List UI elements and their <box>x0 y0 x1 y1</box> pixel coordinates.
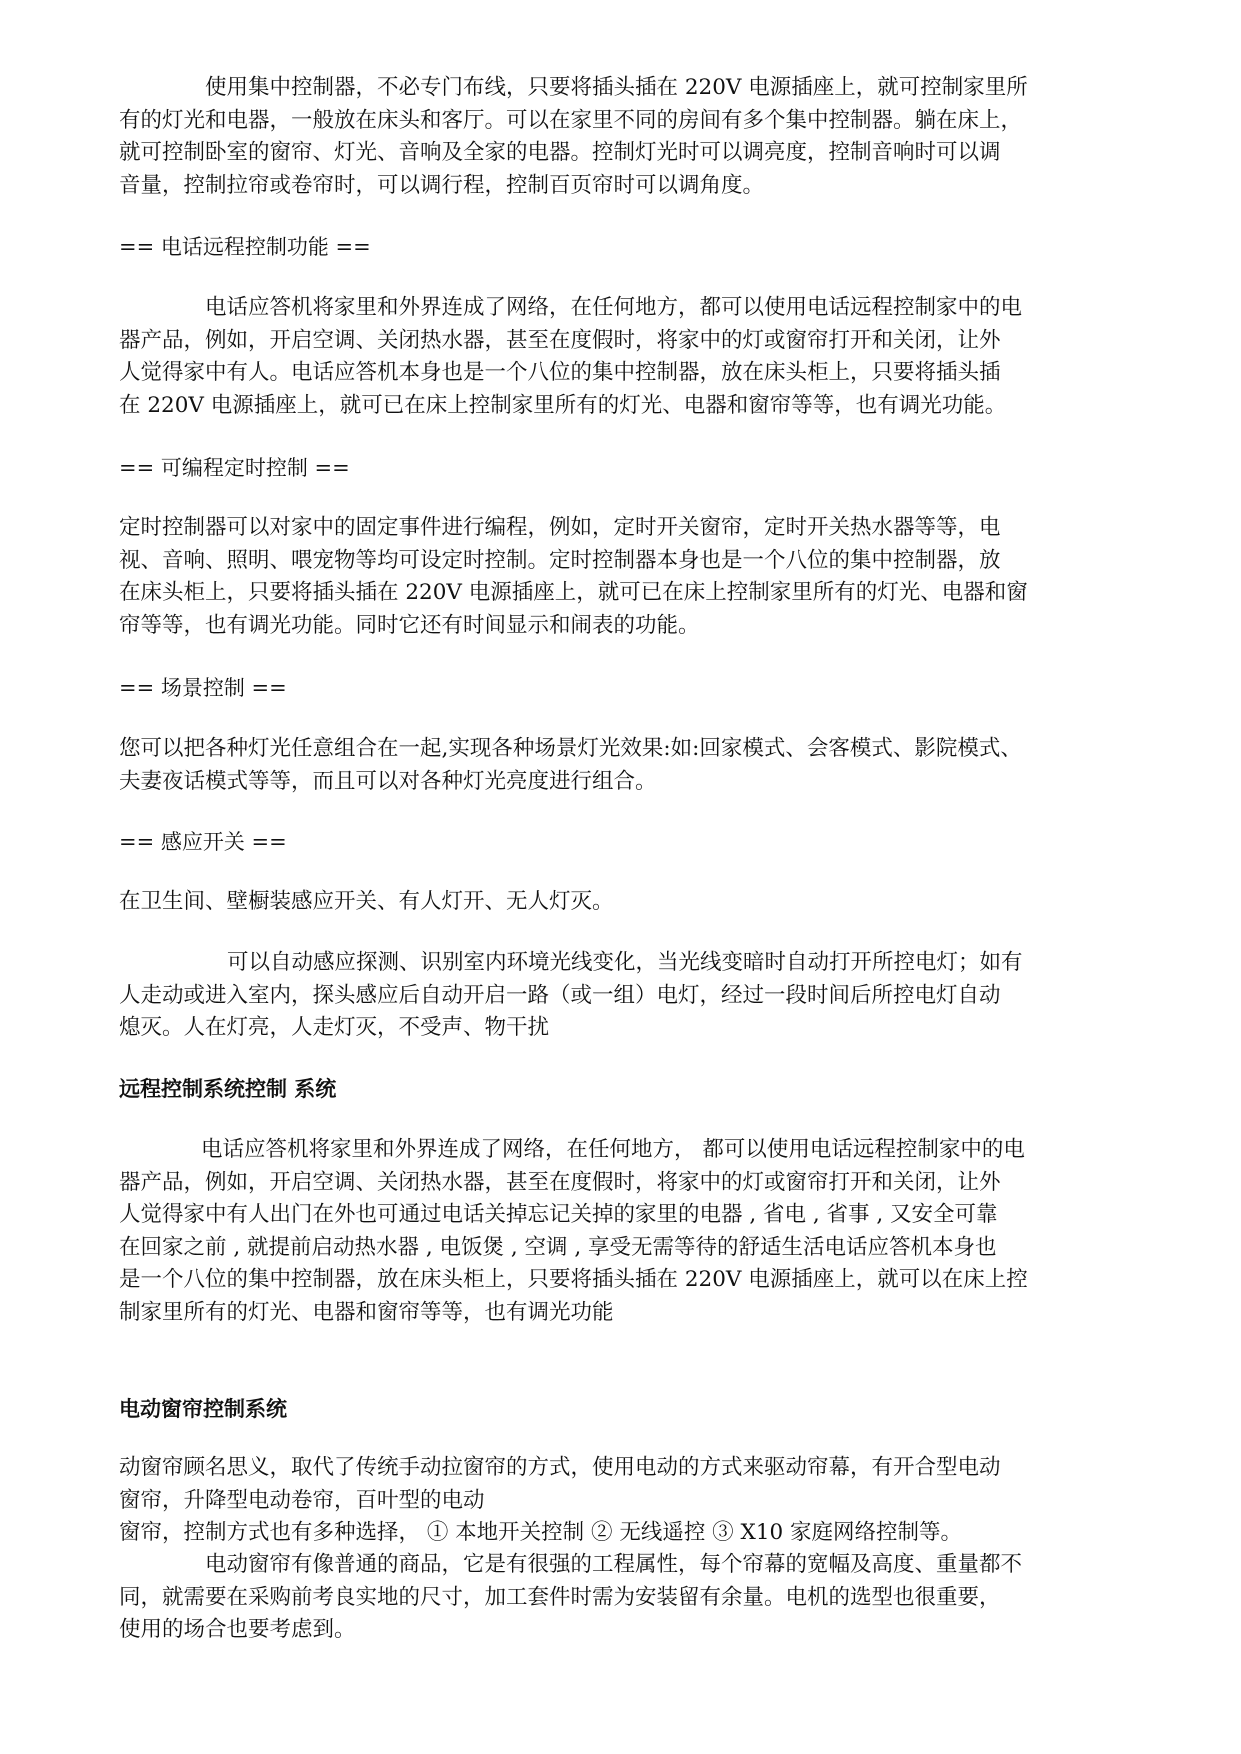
text-line: 人走动或进入室内，探头感应后自动开启一路（或一组）电灯，经过一段时间后所控电灯自动 <box>119 982 1001 1008</box>
paragraph-curtain-engineering <box>119 1549 1149 1647</box>
text-line: 定时控制器可以对家中的固定事件进行编程，例如，定时开关窗帘，定时开关热水器等等，电 <box>119 515 1001 540</box>
paragraph-programmable-timer <box>119 512 1149 642</box>
text-line: 在 220V 电源插座上，就可已在床上控制家里所有的灯光、电器和窗帘等等，也有调光功能。 <box>119 392 1007 418</box>
heading-scene-control: == 场景控制 == <box>119 676 287 700</box>
heading-sensor-switch: == 感应开关 == <box>119 830 287 854</box>
heading-programmable-timer: == 可编程定时控制 == <box>119 456 350 480</box>
text-line: 器产品，例如，开启空调、关闭热水器，甚至在度假时，将家中的灯或窗帘打开和关闭，让外 <box>119 327 1001 353</box>
text-line: 使用集中控制器，不必专门布线，只要将插头插在 220V 电源插座上，就可控制家里所 <box>205 75 1028 100</box>
heading-electric-curtain: 电动窗帘控制系统 <box>119 1397 287 1421</box>
text-line: 在床头柜上，只要将插头插在 220V 电源插座上，就可已在床上控制家里所有的灯光、电器和窗 <box>119 580 1028 605</box>
text-line: 音量，控制拉帘或卷帘时，可以调行程，控制百页帘时可以调角度。 <box>119 172 765 198</box>
text-line: 是一个八位的集中控制器，放在床头柜上，只要将插头插在 220V 电源插座上，就可以在床上控 <box>119 1267 1028 1292</box>
text-line: 窗帘，控制方式也有多种选择， ① 本地开关控制 ② 无线遥控 ③ X10 家庭网络控制等。 <box>119 1520 963 1545</box>
text-line: 熄灭。人在灯亮，人走灯灭，不受声、物干扰 <box>119 1015 550 1040</box>
text-line: 使用的场合也要考虑到。 <box>119 1617 356 1642</box>
text-line: 窗帘，升降型电动卷帘，百叶型的电动 <box>119 1487 485 1513</box>
text-line: 电话应答机将家里和外界连成了网络，在任何地方，都可以使用电话远程控制家中的电 <box>205 295 1023 320</box>
text-line: 动窗帘顾名思义，取代了传统手动拉窗帘的方式，使用电动的方式来驱动帘幕，有开合型电动 <box>119 1455 1001 1480</box>
text-line: 人觉得家中有人出门在外也可通过电话关掉忘记关掉的家里的电器 , 省电 , 省事 , 又安全可靠 <box>119 1202 998 1227</box>
paragraph-phone-remote <box>119 292 1149 422</box>
text-line: 就可控制卧室的窗帘、灯光、音响及全家的电器。控制灯光时可以调亮度，控制音响时可以调 <box>119 140 1001 165</box>
text-line: 同，就需要在采购前考良实地的尺寸，加工套件时需为安装留有余量。电机的选型也很重要， <box>119 1584 1001 1610</box>
text-line: 夫妻夜话模式等等，而且可以对各种灯光亮度进行组合。 <box>119 768 657 794</box>
text-line: 在回家之前 , 就提前启动热水器 , 电饭煲 , 空调 , 享受无需等待的舒适生活电话应答机本身也 <box>119 1234 997 1260</box>
text-line: 视、音响、照明、喂宠物等均可设定时控制。定时控制器本身也是一个八位的集中控制器，放 <box>119 547 1001 573</box>
text-line: 帘等等，也有调光功能。同时它还有时间显示和闹表的功能。 <box>119 612 700 638</box>
heading-remote-control-system: 远程控制系统控制 系统 <box>119 1077 337 1101</box>
text-line: 电动窗帘有像普通的商品，它是有很强的工程属性，每个帘幕的宽幅及高度、重量都不 <box>205 1552 1023 1577</box>
paragraph-central-controller <box>119 72 1149 202</box>
text-line: 器产品，例如，开启空调、关闭热水器，甚至在度假时，将家中的灯或窗帘打开和关闭，让外 <box>119 1169 1001 1195</box>
text-line: 有的灯光和电器，一般放在床头和客厅。可以在家里不同的房间有多个集中控制器。躺在床上， <box>119 107 1023 133</box>
text-line: 可以自动感应探测、识别室内环境光线变化，当光线变暗时自动打开所控电灯；如有 <box>227 950 1023 975</box>
text-line: 制家里所有的灯光、电器和窗帘等等，也有调光功能 <box>119 1299 614 1325</box>
paragraph-remote-control-system <box>119 1134 1149 1329</box>
heading-phone-remote: == 电话远程控制功能 == <box>119 235 371 259</box>
paragraph-electric-curtain <box>119 1452 1149 1550</box>
paragraph-scene-control <box>119 733 1149 798</box>
text-line: 电话应答机将家里和外界连成了网络，在任何地方， 都可以使用电话远程控制家中的电 <box>201 1137 1025 1162</box>
paragraph-light-sensing <box>119 947 1149 1045</box>
paragraph-sensor-switch <box>119 886 1149 919</box>
text-line: 人觉得家中有人。电话应答机本身也是一个八位的集中控制器，放在床头柜上，只要将插头插 <box>119 360 1001 385</box>
text-line: 您可以把各种灯光任意组合在一起,实现各种场景灯光效果:如:回家模式、会客模式、影院模式、 <box>119 736 1022 761</box>
text-line: 在卫生间、壁橱装感应开关、有人灯开、无人灯灭。 <box>119 889 614 914</box>
